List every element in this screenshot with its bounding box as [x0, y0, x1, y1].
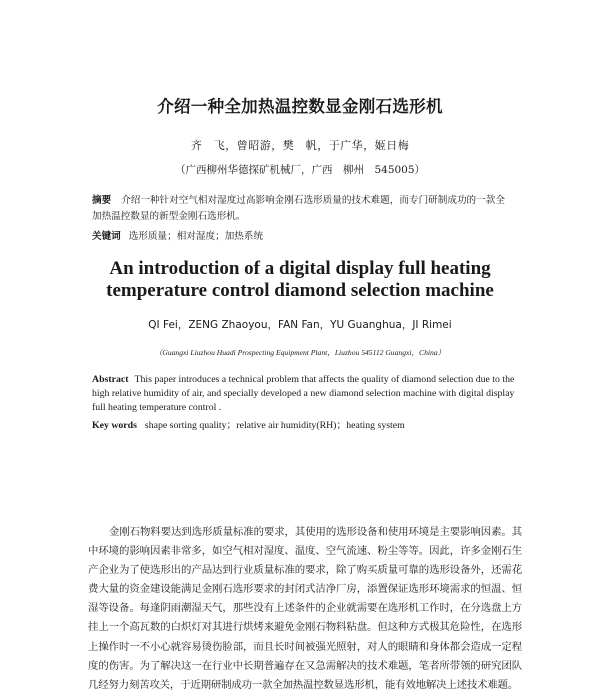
english-abstract	[92, 373, 516, 415]
english-abstract-label: Abstract	[92, 374, 129, 385]
english-affiliation: （Guangxi Liuzhou Huadi Prospecting Equipment Plant，Liuzhou 545112 Guangxi，China）	[154, 348, 446, 357]
chinese-keywords-text: 选形质量；相对湿度；加热系统	[128, 231, 264, 242]
chinese-keywords-label: 关键词	[92, 231, 121, 242]
english-authors: QI Fei，ZENG Zhaoyou，FAN Fan，YU Guanghua，JI Rimei	[148, 319, 452, 331]
english-keywords-text: shape sorting quality；relative air humidity(RH)；heating system	[144, 420, 405, 431]
chinese-abstract	[92, 193, 512, 224]
english-keywords-label: Key words	[92, 420, 137, 431]
english-keywords	[92, 417, 405, 431]
chinese-affiliation: （广西柳州华德探矿机械厂，广西 柳州 545005）	[174, 164, 426, 176]
body-paragraph: 金刚石物料要达到选形质量标准的要求，其使用的选形设备和使用环境是主要影响因素。其中环境的影响因素非常多，如空气相对湿度、温度、空气流速、粉尘等等。因此，许多金刚石生产企业为了使选形出的产品达到行业质量标准的要求，除了购买质量可靠的选形设备外，还需花费大量的资金建设能满足金刚石选形要求的封闭式洁净厂房，添置保证选形环境需求的恒温、恒湿等设备。每逢阴雨潮湿天气，那些没有上述条件的企业就需要在选形机工作时，在分选盘上方挂上一个高瓦数的白炽灯对其进行烘烤来避免金刚石物料粘盘。但这种方式极其危险性，在选形上操作时一不小心就容易烫伤脸部，而且长时间被强光照射，对人的眼睛和身体都会造成一定程度的伤害。为了解决这一在行业中长期普遍存在又急需解决的技术难题，笔者所带领的研究团队几经努力刻苦攻关，于近期研制成功一款全加热温控数显选形机，能有效地解决上述技术难题。	[88, 526, 522, 691]
chinese-authors: 齐 飞，曾昭游，樊 帆，于广华，姬日梅	[190, 139, 410, 152]
chinese-keywords	[92, 228, 263, 242]
chinese-abstract-label: 摘要	[92, 195, 112, 206]
english-title-line-1: An introduction of a digital display full heating	[109, 258, 491, 279]
chinese-abstract-text: 介绍一种针对空气相对湿度过高影响金刚石选形质量的技术难题，而专门研制成功的一款全加热温控数显的新型金刚石选形机。	[92, 195, 505, 222]
chinese-title: 介绍一种全加热温控数显金刚石选形机	[157, 97, 443, 116]
english-abstract-text: This paper introduces a technical problem that affects the quality of diamond selection due to the high relative humidity of air, and specially developed a new diamond selection machine with digital display full heating temperature control .	[92, 374, 515, 413]
english-title-line-2: temperature control diamond selection machine	[106, 280, 494, 301]
